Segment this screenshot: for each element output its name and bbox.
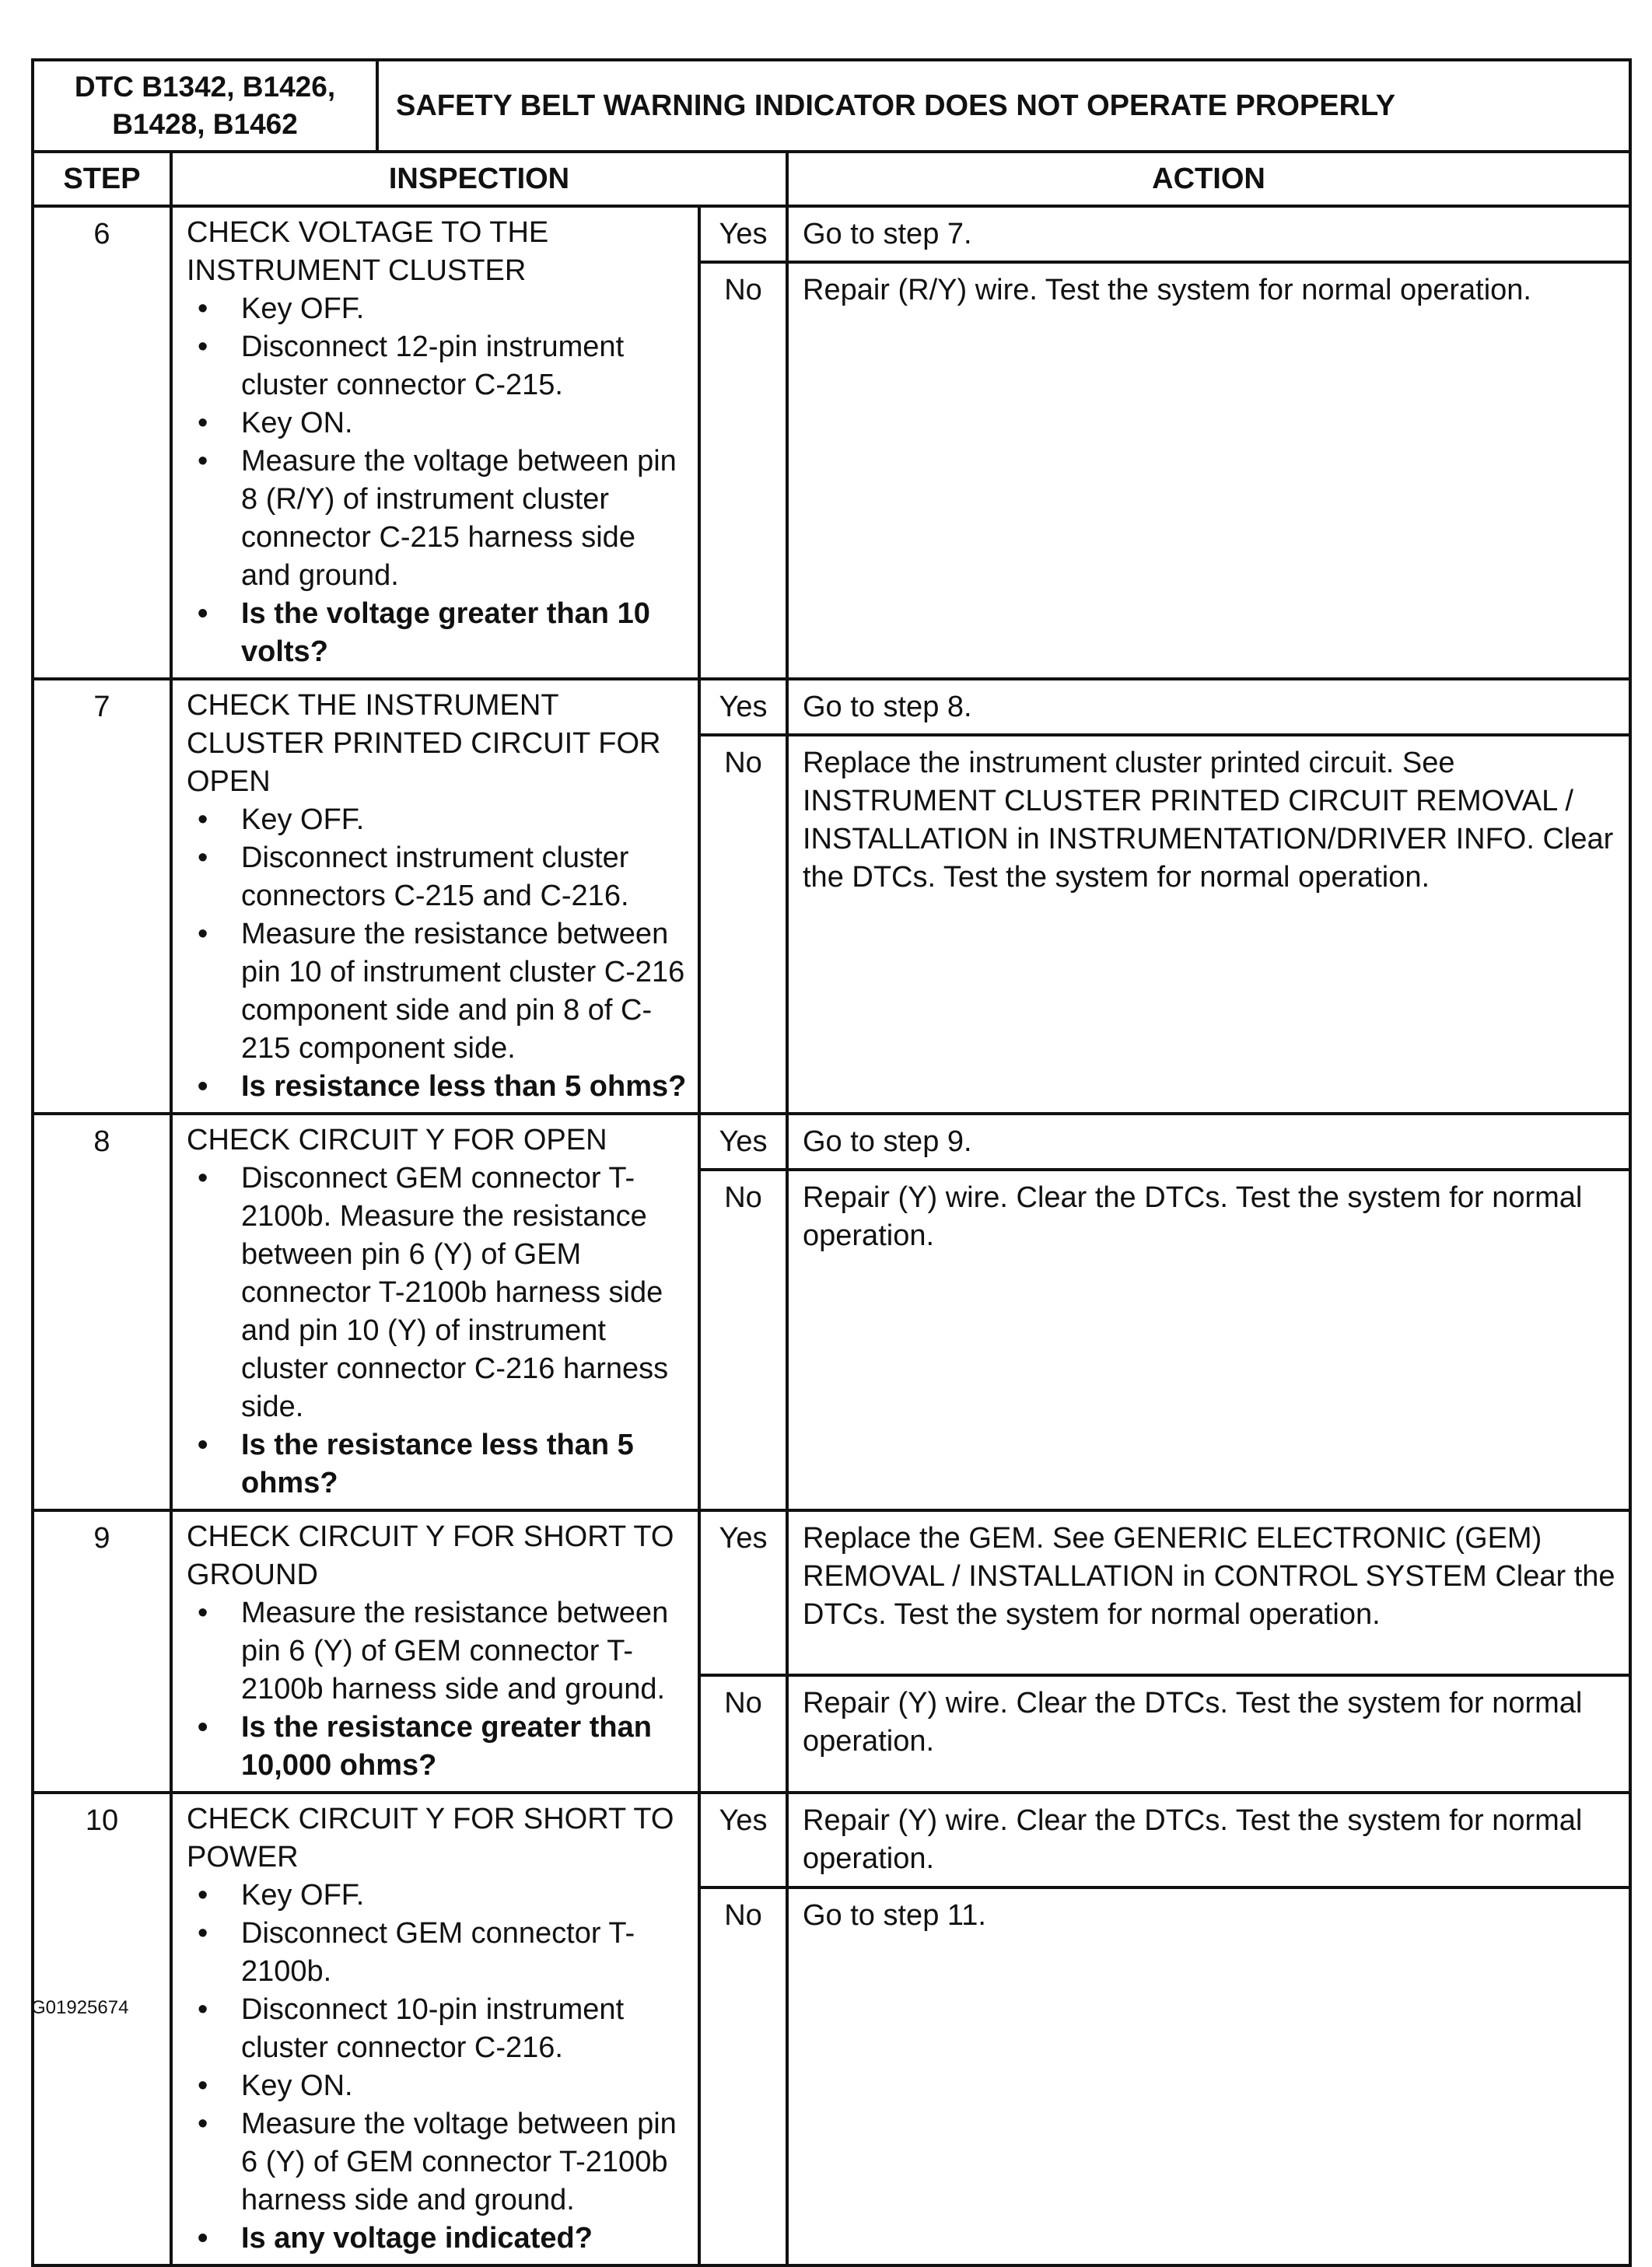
page-title: SAFETY BELT WARNING INDICATOR DOES NOT OPERATE PROPERLY [377,60,1630,152]
inspection-title: CHECK THE INSTRUMENT CLUSTER PRINTED CIRCUIT FOR OPEN [187,689,661,798]
inspection-steps [187,290,687,671]
inspection-bullet: • Key OFF. [187,290,687,328]
yes-label: Yes [699,1510,787,1675]
dtc-codes: DTC B1342, B1426, B1428, B1462 [33,60,377,152]
no-label: No [699,262,787,679]
figure-id: G01925674 [31,1997,129,2018]
inspection-cell [171,1793,699,2265]
yes-label: Yes [699,679,787,735]
inspection-bullet: • Disconnect 10-pin instrument cluster connector C-216. [187,1991,687,2067]
no-label: No [699,1887,787,2265]
inspection-bullet: • Disconnect GEM connector T-2100b. [187,1915,687,1991]
diagnostic-table-sheet [31,58,1629,2267]
inspection-title: CHECK VOLTAGE TO THE INSTRUMENT CLUSTER [187,216,549,287]
inspection-question: • Is the resistance less than 5 ohms? [187,1426,687,1503]
inspection-question: • Is the resistance greater than 10,000 ohms? [187,1709,687,1785]
diagnostic-table [31,58,1632,2267]
yes-action: Go to step 8. [787,679,1630,735]
step-number: 7 [33,679,171,1114]
inspection-question: • Is the voltage greater than 10 volts? [187,595,687,671]
inspection-title: CHECK CIRCUIT Y FOR SHORT TO POWER [187,1803,674,1873]
step-number: 6 [33,206,171,679]
no-action: Repair (Y) wire. Clear the DTCs. Test the system for normal operation. [787,1170,1630,1510]
inspection-bullet: • Key ON. [187,2067,687,2105]
yes-label: Yes [699,1114,787,1170]
inspection-bullet: • Measure the resistance between pin 10 of instrument cluster C-216 component side and pin 8 of C-215 component side. [187,915,687,1068]
no-action: Replace the instrument cluster printed circuit. See INSTRUMENT CLUSTER PRINTED CIRCUIT REMOVAL / INSTALLATION in INSTRUMENTATION/DRIVER INFO. Clear the DTCs. Test the system for normal operation. [787,735,1630,1114]
no-action: Repair (R/Y) wire. Test the system for normal operation. [787,262,1630,679]
inspection-bullet: • Key ON. [187,404,687,443]
inspection-question: • Is resistance less than 5 ohms? [187,1068,687,1106]
no-label: No [699,735,787,1114]
no-action: Repair (Y) wire. Clear the DTCs. Test the system for normal operation. [787,1675,1630,1793]
inspection-bullet: • Disconnect instrument cluster connectors C-215 and C-216. [187,839,687,915]
inspection-steps [187,1877,687,2258]
yes-action: Replace the GEM. See GENERIC ELECTRONIC (GEM) REMOVAL / INSTALLATION in CONTROL SYSTEM Clear the DTCs. Test the system for normal operation. [787,1510,1630,1675]
inspection-bullet: • Disconnect GEM connector T-2100b. Measure the resistance between pin 6 (Y) of GEM connector T-2100b harness side and pin 10 (Y) of instrument cluster connector C-216 harness side. [187,1160,687,1426]
inspection-cell [171,1510,699,1793]
no-label: No [699,1675,787,1793]
step-number: 9 [33,1510,171,1793]
yes-label: Yes [699,206,787,262]
step-number: 8 [33,1114,171,1510]
inspection-title: CHECK CIRCUIT Y FOR OPEN [187,1124,607,1156]
yes-action: Repair (Y) wire. Clear the DTCs. Test the system for normal operation. [787,1793,1630,1887]
inspection-bullet: • Disconnect 12-pin instrument cluster connector C-215. [187,328,687,404]
yes-action: Go to step 7. [787,206,1630,262]
inspection-steps [187,1160,687,1503]
inspection-cell [171,1114,699,1510]
step-number: 10 [33,1793,171,2265]
no-action: Go to step 11. [787,1887,1630,2265]
inspection-steps [187,801,687,1106]
yes-label: Yes [699,1793,787,1887]
inspection-bullet: • Key OFF. [187,801,687,839]
inspection-bullet: • Measure the resistance between pin 6 (Y) of GEM connector T-2100b harness side and ground. [187,1594,687,1709]
inspection-cell [171,206,699,679]
column-header-inspection: INSPECTION [171,152,787,206]
no-label: No [699,1170,787,1510]
inspection-title: CHECK CIRCUIT Y FOR SHORT TO GROUND [187,1520,674,1591]
inspection-question: • Is any voltage indicated? [187,2220,687,2258]
inspection-bullet: • Key OFF. [187,1877,687,1915]
inspection-cell [171,679,699,1114]
yes-action: Go to step 9. [787,1114,1630,1170]
inspection-bullet: • Measure the voltage between pin 8 (R/Y) of instrument cluster connector C-215 harness side and ground. [187,443,687,595]
column-header-action: ACTION [787,152,1630,206]
inspection-bullet: • Measure the voltage between pin 6 (Y) of GEM connector T-2100b harness side and ground. [187,2105,687,2220]
inspection-steps [187,1594,687,1785]
column-header-step: STEP [33,152,171,206]
